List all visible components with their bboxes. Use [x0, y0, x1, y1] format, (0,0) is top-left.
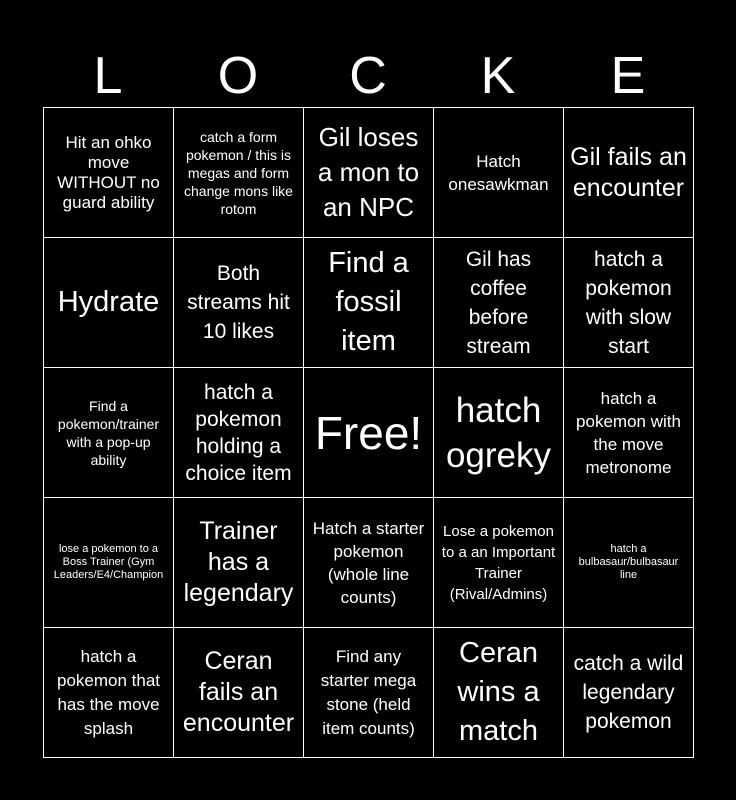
bingo-cell-text: Hatch onesawkman [448, 151, 549, 194]
bingo-cell-text: Find a fossil item [328, 247, 409, 357]
bingo-cell-r3-c2[interactable] [174, 368, 304, 498]
bingo-cell-text: hatch a pokemon with slow start [585, 247, 672, 358]
free-space: Free! [314, 406, 423, 459]
bingo-cell-text: Find a pokemon/trainer with a pop-up ability [57, 397, 160, 468]
bingo-cell-text: lose a pokemon to a Boss Trainer (Gym Leaders/E4/Champion [53, 543, 164, 581]
bingo-cell-text: Both streams hit 10 likes [187, 262, 290, 343]
bingo-cell-text: hatch a pokemon that has the move splash [56, 646, 160, 738]
bingo-cell-r4-c3[interactable] [304, 498, 434, 628]
bingo-cell-r1-c5[interactable] [564, 108, 694, 238]
bingo-cell-r5-c2[interactable] [174, 628, 304, 758]
bingo-cell-r3-c4[interactable] [434, 368, 564, 498]
bingo-cell-r3-c3[interactable] [304, 368, 434, 498]
bingo-cell-text: Gil has coffee before stream [465, 247, 532, 358]
bingo-cell-r3-c1[interactable] [44, 368, 174, 498]
bingo-cell-r1-c3[interactable] [304, 108, 434, 238]
header-letter-k: K [480, 47, 516, 105]
bingo-cell-r2-c1[interactable] [44, 238, 174, 368]
bingo-cell-text: Ceran wins a match [457, 637, 540, 747]
bingo-cell-text: hatch a pokemon holding a choice item [185, 380, 292, 485]
bingo-cell-text: hatch ogreky [445, 390, 552, 475]
bingo-cell-text: Hit an ohko move WITHOUT no guard ability [57, 132, 160, 212]
bingo-cell-r3-c5[interactable] [564, 368, 694, 498]
bingo-cell-r2-c3[interactable] [304, 238, 434, 368]
header-letter-e: E [610, 47, 646, 105]
bingo-cell-text: Trainer has a legendary [183, 517, 294, 607]
bingo-cell-r5-c4[interactable] [434, 628, 564, 758]
bingo-cell-text: catch a wild legendary pokemon [573, 652, 684, 733]
bingo-cell-text: Find any starter mega stone (held item counts) [320, 646, 417, 738]
bingo-cell-text: Ceran fails an encounter [182, 647, 295, 737]
bingo-cell-r4-c2[interactable] [174, 498, 304, 628]
bingo-cell-r1-c4[interactable] [434, 108, 564, 238]
bingo-cell-text: Gil fails an encounter [570, 142, 687, 202]
header-letter-o: O [217, 47, 259, 105]
bingo-cell-r5-c1[interactable] [44, 628, 174, 758]
header-letter-l: L [93, 47, 123, 105]
bingo-cell-text: Lose a pokemon to a an Important Trainer (Rival/Admins) [441, 522, 556, 603]
bingo-cell-text: Hydrate [57, 286, 160, 318]
bingo-cell-text: catch a form pokemon / this is megas and form change mons like rotom [184, 128, 293, 217]
bingo-cell-r4-c1[interactable] [44, 498, 174, 628]
bingo-cell-r2-c5[interactable] [564, 238, 694, 368]
bingo-header [43, 45, 693, 107]
bingo-cell-r1-c2[interactable] [174, 108, 304, 238]
header-letter-c: C [349, 47, 387, 105]
bingo-cell-r5-c5[interactable] [564, 628, 694, 758]
bingo-cell-text: Gil loses a mon to an NPC [317, 122, 420, 222]
bingo-cell-text: hatch a pokemon with the move metronome [576, 388, 681, 477]
bingo-cell-r5-c3[interactable] [304, 628, 434, 758]
bingo-board [43, 107, 694, 758]
bingo-cell-r1-c1[interactable] [44, 108, 174, 238]
bingo-cell-text: Hatch a starter pokemon (whole line counts) [312, 518, 425, 607]
bingo-cell-r2-c2[interactable] [174, 238, 304, 368]
bingo-cell-r4-c4[interactable] [434, 498, 564, 628]
bingo-cell-r4-c5[interactable] [564, 498, 694, 628]
bingo-cell-text: hatch a bulbasaur/bulbasaur line [578, 543, 679, 581]
bingo-cell-r2-c4[interactable] [434, 238, 564, 368]
